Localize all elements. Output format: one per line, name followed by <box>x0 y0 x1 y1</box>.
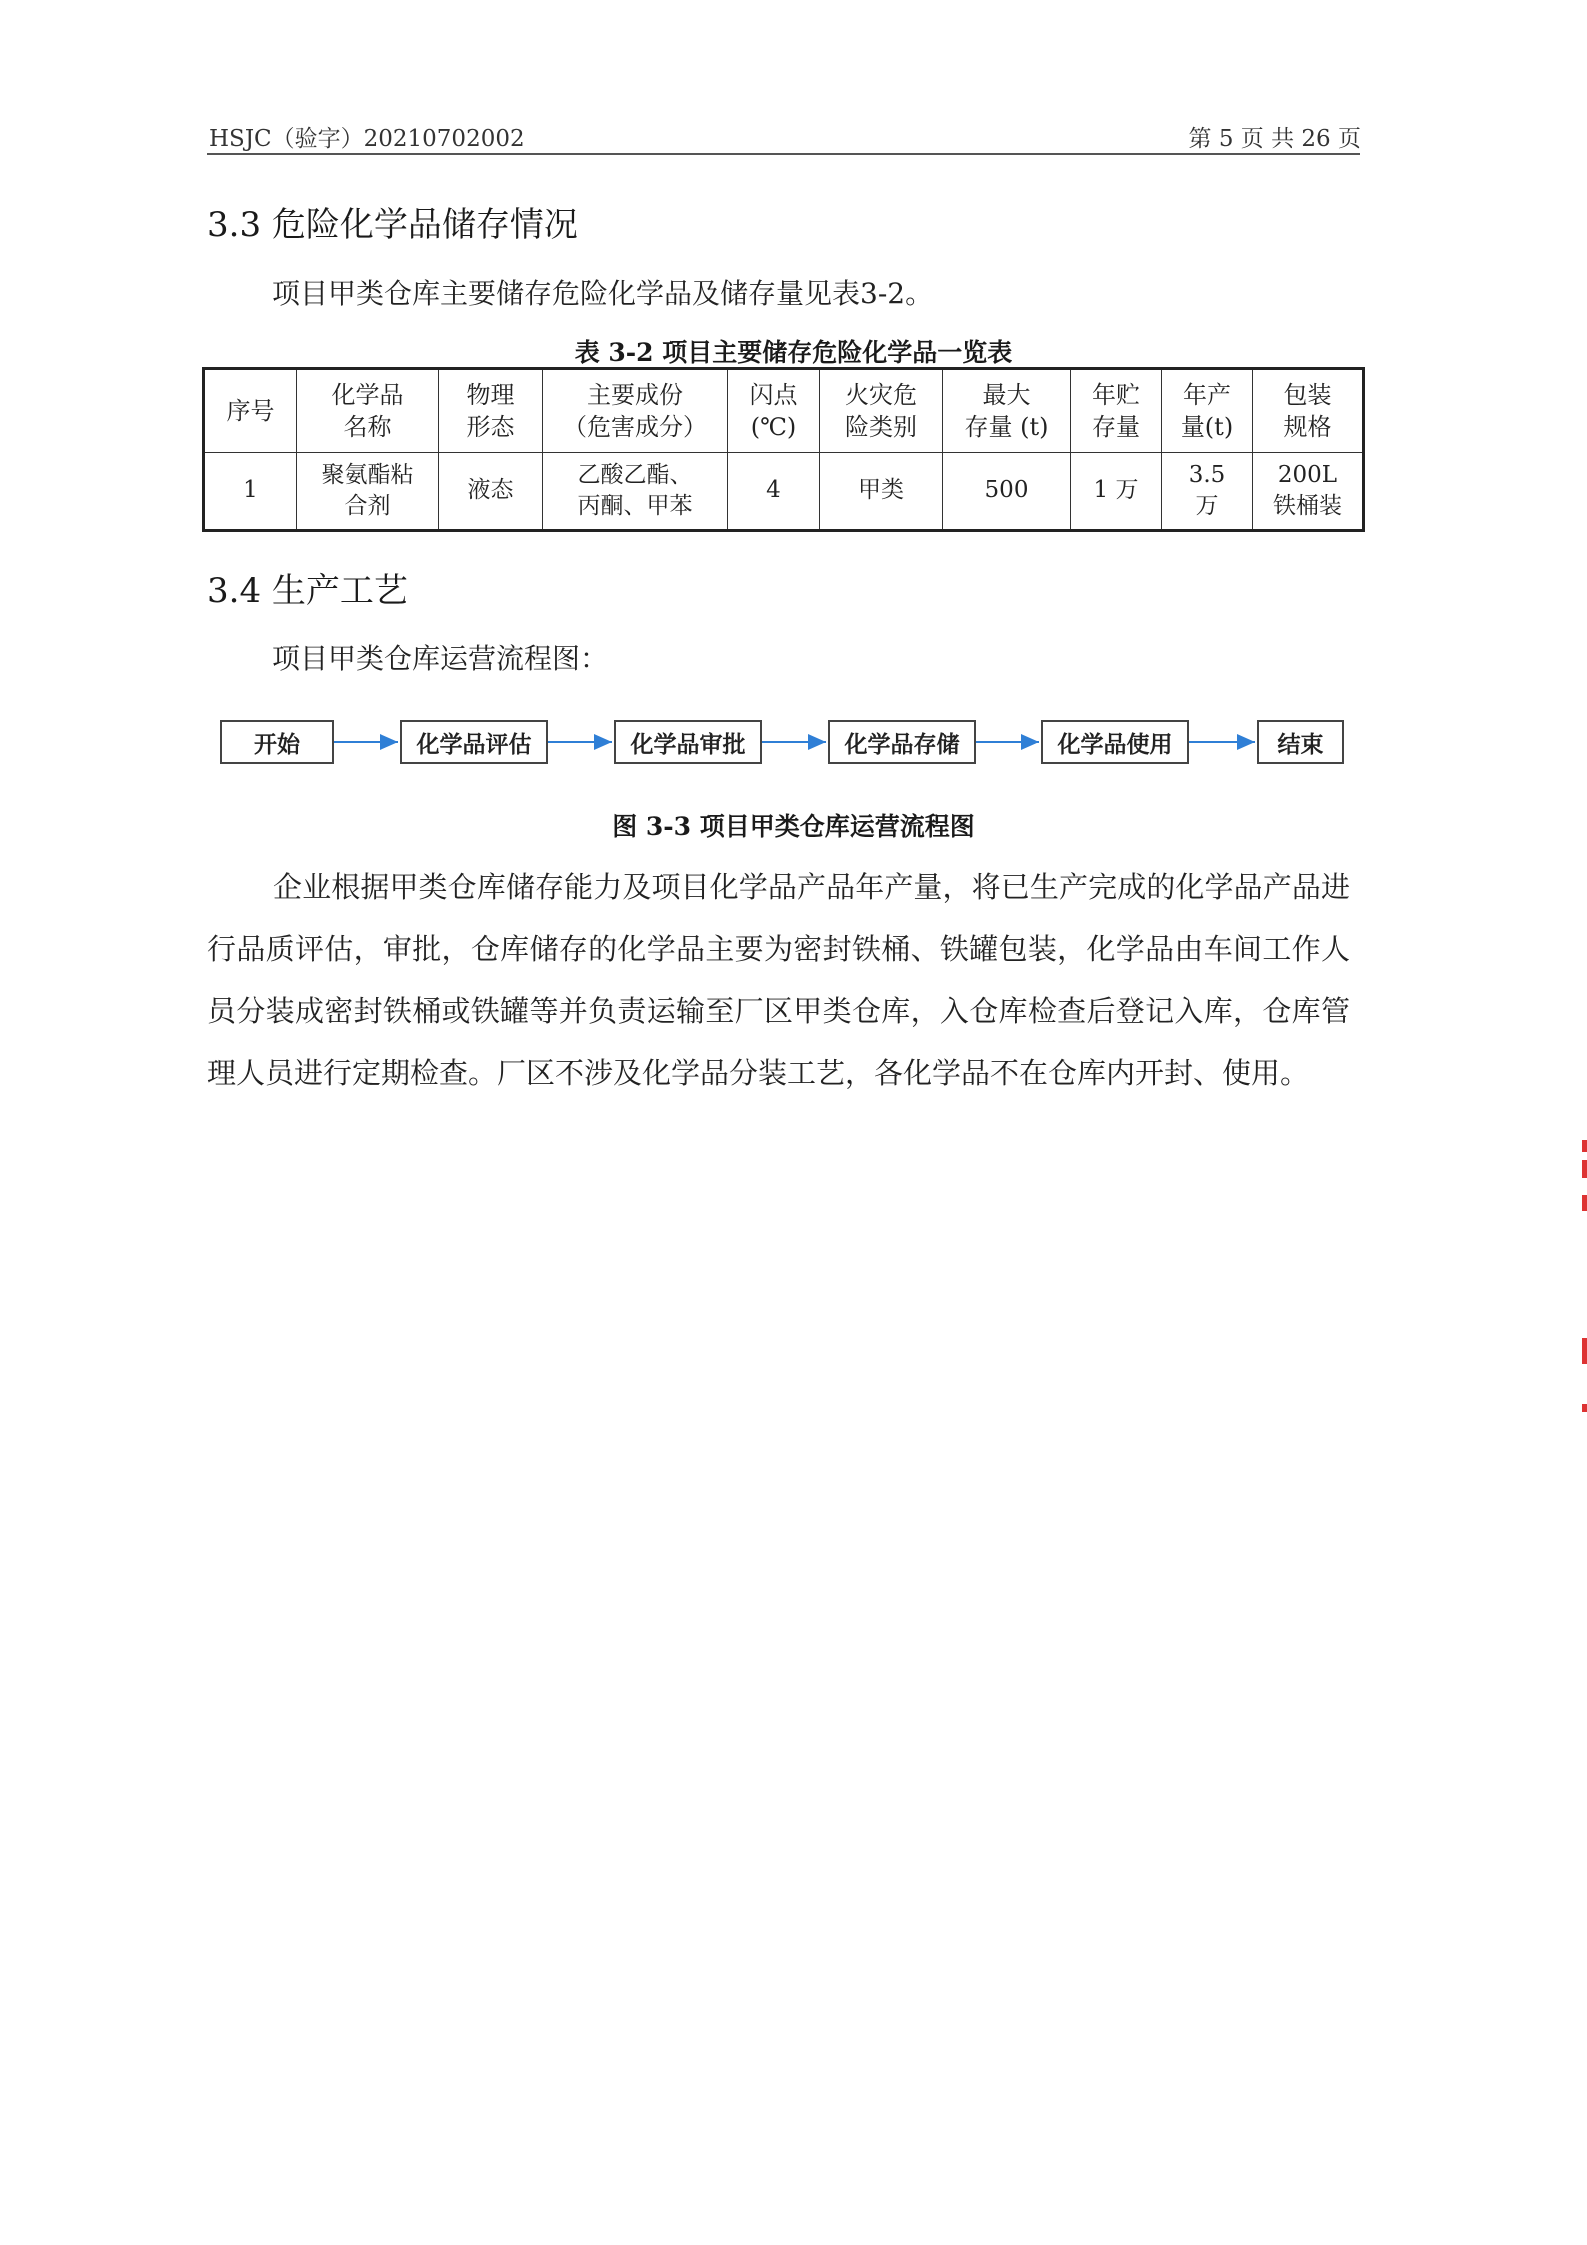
cell-text: 名称 <box>343 413 392 441</box>
cell-text: 200L <box>1277 461 1338 488</box>
cell-text: 甲类 <box>858 477 904 504</box>
cell-text: 量(t) <box>1180 413 1234 441</box>
scan-mark <box>1582 1195 1587 1211</box>
section-3-3-intro: 项目甲类仓库主要储存危险化学品及储存量见表3-2。 <box>272 277 934 310</box>
flow-step-use: 化学品使用 <box>1041 720 1189 764</box>
table-header-cell <box>1162 369 1253 453</box>
cell-text: 序号 <box>226 396 275 425</box>
table-cell <box>439 453 543 531</box>
cell-text: 形态 <box>466 413 515 441</box>
scan-mark <box>1582 1404 1587 1412</box>
table-header-cell <box>1071 369 1162 453</box>
cell-text: 火灾危 <box>845 380 917 409</box>
cell-text: 最大 <box>982 380 1031 409</box>
table-header-cell <box>728 369 820 453</box>
flow-step-end: 结束 <box>1257 720 1344 764</box>
cell-text: 年产 <box>1183 380 1231 409</box>
table-cell <box>728 453 820 531</box>
cell-text: 500 <box>984 477 1029 504</box>
scan-mark <box>1582 1338 1587 1364</box>
flow-step-evaluate: 化学品评估 <box>400 720 548 764</box>
table-cell <box>1162 453 1253 531</box>
table-cell <box>1071 453 1162 531</box>
table-header-cell <box>1253 369 1364 453</box>
cell-text: 丙酮、甲苯 <box>577 493 693 519</box>
cell-text: 3.5 <box>1188 461 1226 488</box>
scan-mark <box>1582 1140 1587 1152</box>
cell-text: 年贮 <box>1092 380 1140 409</box>
table-cell <box>297 453 439 531</box>
table-caption: 表 3-2 项目主要储存危险化学品一览表 <box>574 338 1013 367</box>
cell-text: 包装 <box>1283 380 1332 409</box>
chemical-storage-table <box>202 367 1365 532</box>
cell-text: 4 <box>766 477 781 504</box>
table-row <box>204 453 1364 531</box>
page-number: 第 5 页 共 26 页 <box>1188 126 1361 152</box>
table-cell <box>1253 453 1364 531</box>
table-cell <box>204 453 297 531</box>
cell-text: 聚氨酯粘 <box>321 461 414 488</box>
cell-text: 液态 <box>467 477 514 504</box>
cell-text: (℃) <box>750 413 797 441</box>
header-divider <box>207 153 1360 155</box>
cell-text: 铁桶装 <box>1273 493 1342 519</box>
flow-step-start: 开始 <box>220 720 334 764</box>
cell-text: 万 <box>1195 493 1219 519</box>
flow-step-store: 化学品存储 <box>828 720 976 764</box>
document-id: HSJC（验字）20210702002 <box>209 126 525 152</box>
cell-text: 乙酸乙酯、 <box>577 461 693 488</box>
cell-text: 化学品 <box>331 380 404 409</box>
cell-text: 险类别 <box>845 413 917 441</box>
flow-arrows <box>0 720 1587 764</box>
cell-text: 存量 (t) <box>964 413 1049 441</box>
section-3-4-intro: 项目甲类仓库运营流程图： <box>272 642 609 675</box>
flowchart-caption: 图 3-3 项目甲类仓库运营流程图 <box>612 812 975 841</box>
cell-text: 闪点 <box>749 380 798 409</box>
cell-text: 1 <box>243 477 258 504</box>
scan-mark <box>1582 1160 1587 1178</box>
table-header-cell <box>543 369 728 453</box>
cell-text: 规格 <box>1283 413 1332 441</box>
cell-text: 合剂 <box>344 493 391 519</box>
table-cell <box>820 453 943 531</box>
flow-step-approve: 化学品审批 <box>614 720 762 764</box>
cell-text: 1 万 <box>1093 477 1139 504</box>
section-3-4-title: 3.4 生产工艺 <box>207 571 408 611</box>
table-cell <box>943 453 1071 531</box>
body-paragraph: 企业根据甲类仓库储存能力及项目化学品产品年产量，将已生产完成的化学品产品进行品质评估，审批，仓库储存的化学品主要为密封铁桶、铁罐包装，化学品由车间工作人员分装成密封铁桶或铁罐等并负责运输至厂区甲类仓库，入仓库检查后登记入库，仓库管理人员进行定期检查。厂区不涉及化学品分装工艺，各化学品不在仓库内开封、使用。 <box>207 870 1350 1090</box>
table-header-cell <box>204 369 297 453</box>
table-header-cell <box>820 369 943 453</box>
section-3-3-title: 3.3 危险化学品储存情况 <box>207 205 578 245</box>
table-header-cell <box>439 369 543 453</box>
table-header-cell <box>943 369 1071 453</box>
cell-text: 主要成份 <box>587 380 683 409</box>
table-cell <box>543 453 728 531</box>
cell-text: 存量 <box>1092 413 1140 441</box>
table-header-row <box>204 369 1364 453</box>
cell-text: 物理 <box>466 380 515 409</box>
cell-text: （危害成分） <box>563 413 707 441</box>
table-header-cell <box>297 369 439 453</box>
